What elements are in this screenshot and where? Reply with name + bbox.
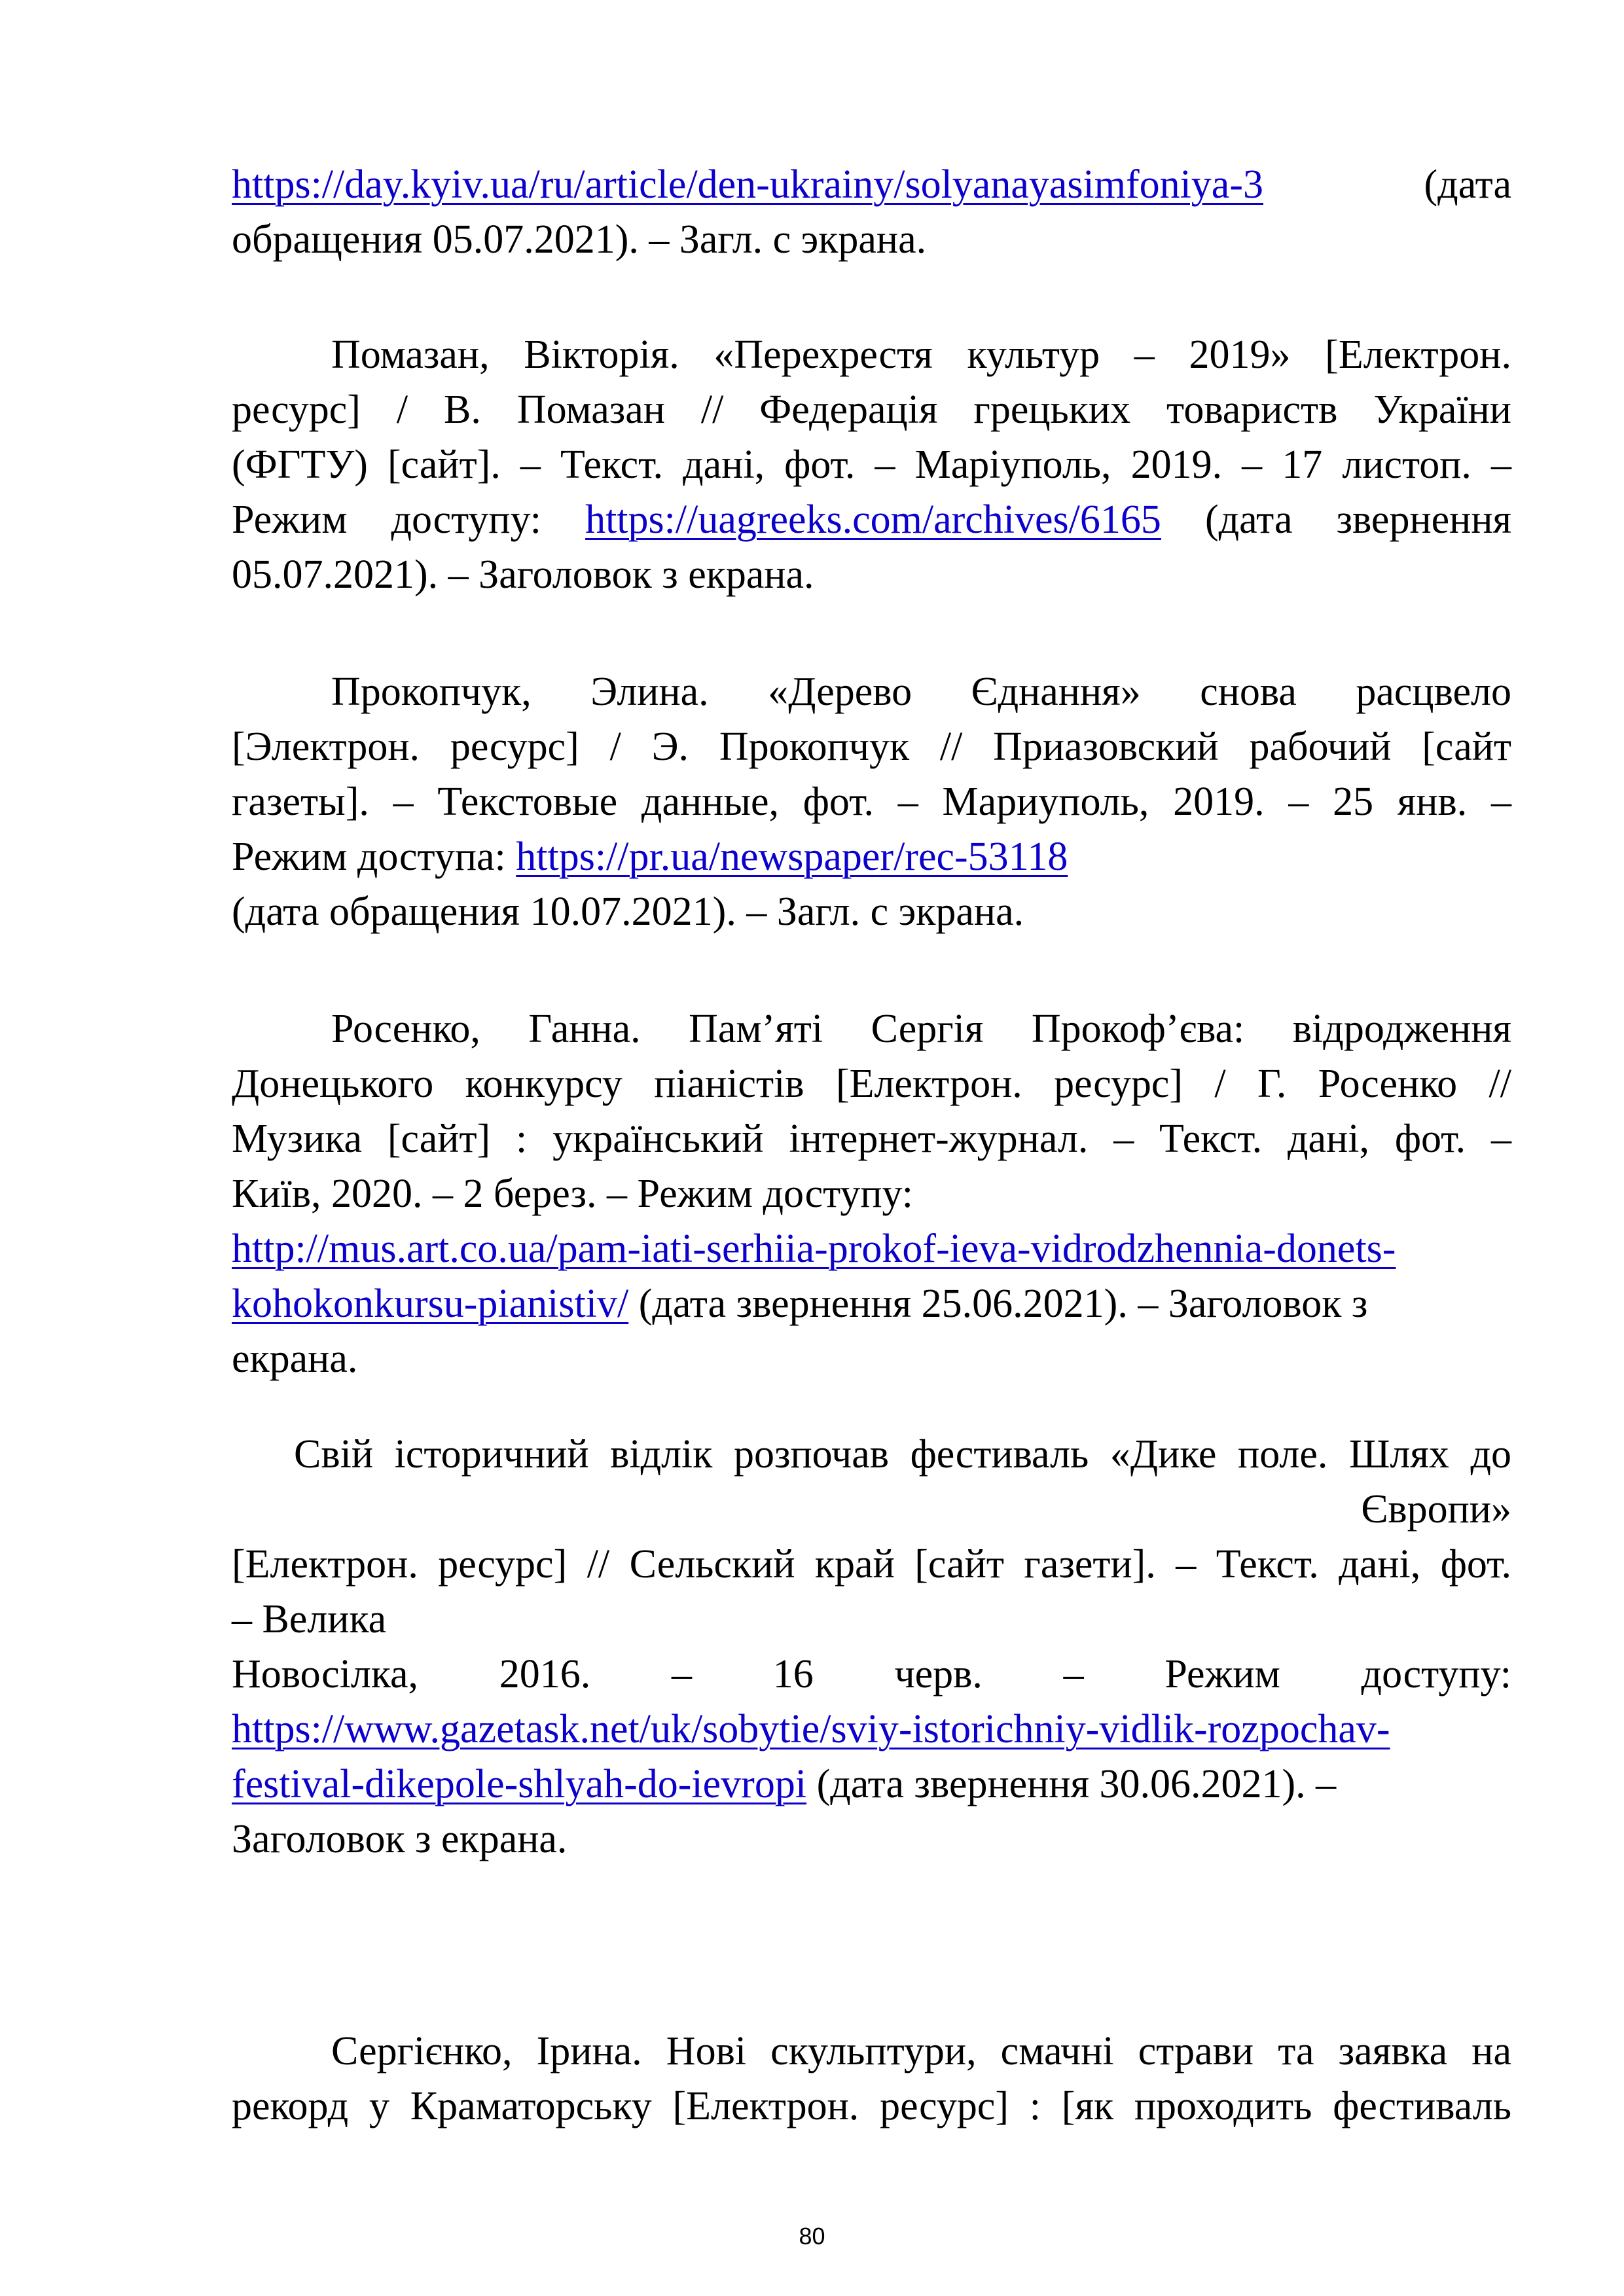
entry-text: Режим доступа: xyxy=(232,834,506,879)
entry-line: (ФГТУ) [сайт]. – Текст. дані, фот. – Маріуполь, 2019. – 17 листоп. – xyxy=(232,442,1511,487)
entry-line: Донецького конкурсу піаністів [Електрон. ресурс] / Г. Росенко // xyxy=(232,1062,1511,1106)
entry-text: (дата xyxy=(1424,162,1511,207)
entry-text: (дата звернення 30.06.2021). – xyxy=(816,1762,1337,1806)
entry-line: обращения 05.07.2021). – Загл. с экрана. xyxy=(232,217,927,262)
entry-line: Свій історичний відлік розпочав фестиваль «Дике поле. Шлях до xyxy=(294,1432,1511,1477)
entry-line xyxy=(232,1757,1336,1812)
reference-link[interactable]: https://pr.ua/newspaper/rec-53118 xyxy=(516,834,1068,879)
entry-line: Європи» xyxy=(1361,1487,1511,1532)
entry-line: 05.07.2021). – Заголовок з екрана. xyxy=(232,552,814,597)
reference-link[interactable]: https://uagreeks.com/archives/6165 xyxy=(585,497,1161,542)
entry-line: – Велика xyxy=(232,1597,387,1641)
entry-text: Режим доступу: xyxy=(232,497,541,542)
entry-line: ресурс] / В. Помазан // Федерація грецьких товариств України xyxy=(232,387,1511,432)
reference-link[interactable]: kohokonkursu-pianistiv/ xyxy=(232,1282,629,1326)
entry-text: (дата звернення 25.06.2021). – Заголовок з xyxy=(638,1282,1368,1326)
entry-line xyxy=(232,829,1068,884)
entry-line xyxy=(232,1221,1396,1276)
entry-line: Росенко, Ганна. Пам’яті Сергія Прокоф’єва: відродження xyxy=(331,1007,1511,1051)
entry-line xyxy=(232,1702,1390,1757)
entry-line: [Електрон. ресурс] // Сельский край [сайт газети]. – Текст. дані, фот. xyxy=(232,1542,1511,1587)
page-number: 80 xyxy=(799,2223,825,2250)
entry-line: Помазан, Вікторія. «Перехрестя культур – 2019» [Електрон. xyxy=(331,332,1511,377)
entry-line: газеты]. – Текстовые данные, фот. – Мариуполь, 2019. – 25 янв. – xyxy=(232,780,1511,824)
entry-line xyxy=(232,1276,1367,1331)
entry-line: Київ, 2020. – 2 берез. – Режим доступу: xyxy=(232,1172,913,1216)
entry-line: екрана. xyxy=(232,1336,358,1381)
reference-link[interactable]: festival-dikepole-shlyah-do-ievropi xyxy=(232,1762,807,1806)
entry-line: рекорд у Краматорську [Електрон. ресурс] : [як проходить фестиваль xyxy=(232,2084,1511,2128)
entry-text: (дата звернення xyxy=(1204,497,1512,542)
reference-link[interactable]: http://mus.art.co.ua/pam-iati-serhiia-prokof-ieva-vidrodzhennia-donets- xyxy=(232,1227,1396,1271)
entry-line: (дата обращения 10.07.2021). – Загл. с экрана. xyxy=(232,889,1024,934)
reference-link[interactable]: https://day.kyiv.ua/ru/article/den-ukrainy/solyanayasimfoniya-3 xyxy=(232,162,1263,207)
entry-line: [Электрон. ресурс] / Э. Прокопчук // Приазовский рабочий [сайт xyxy=(232,725,1511,769)
entry-line: Сергієнко, Ірина. Нові скульптури, смачні страви та заявка на xyxy=(331,2029,1511,2073)
entry-line: Музика [сайт] : український інтернет-журнал. – Текст. дані, фот. – xyxy=(232,1117,1511,1161)
entry-line xyxy=(232,492,1511,547)
entry-line: Прокопчук, Элина. «Дерево Єднання» снова расцвело xyxy=(331,670,1511,714)
reference-link[interactable]: https://www.gazetask.net/uk/sobytie/sviy-istorichniy-vidlik-rozpochav- xyxy=(232,1707,1390,1751)
entry-line: Новосілка, 2016. – 16 черв. – Режим доступу: xyxy=(232,1652,1511,1696)
entry-line xyxy=(232,157,1511,212)
entry-line: Заголовок з екрана. xyxy=(232,1817,568,1861)
